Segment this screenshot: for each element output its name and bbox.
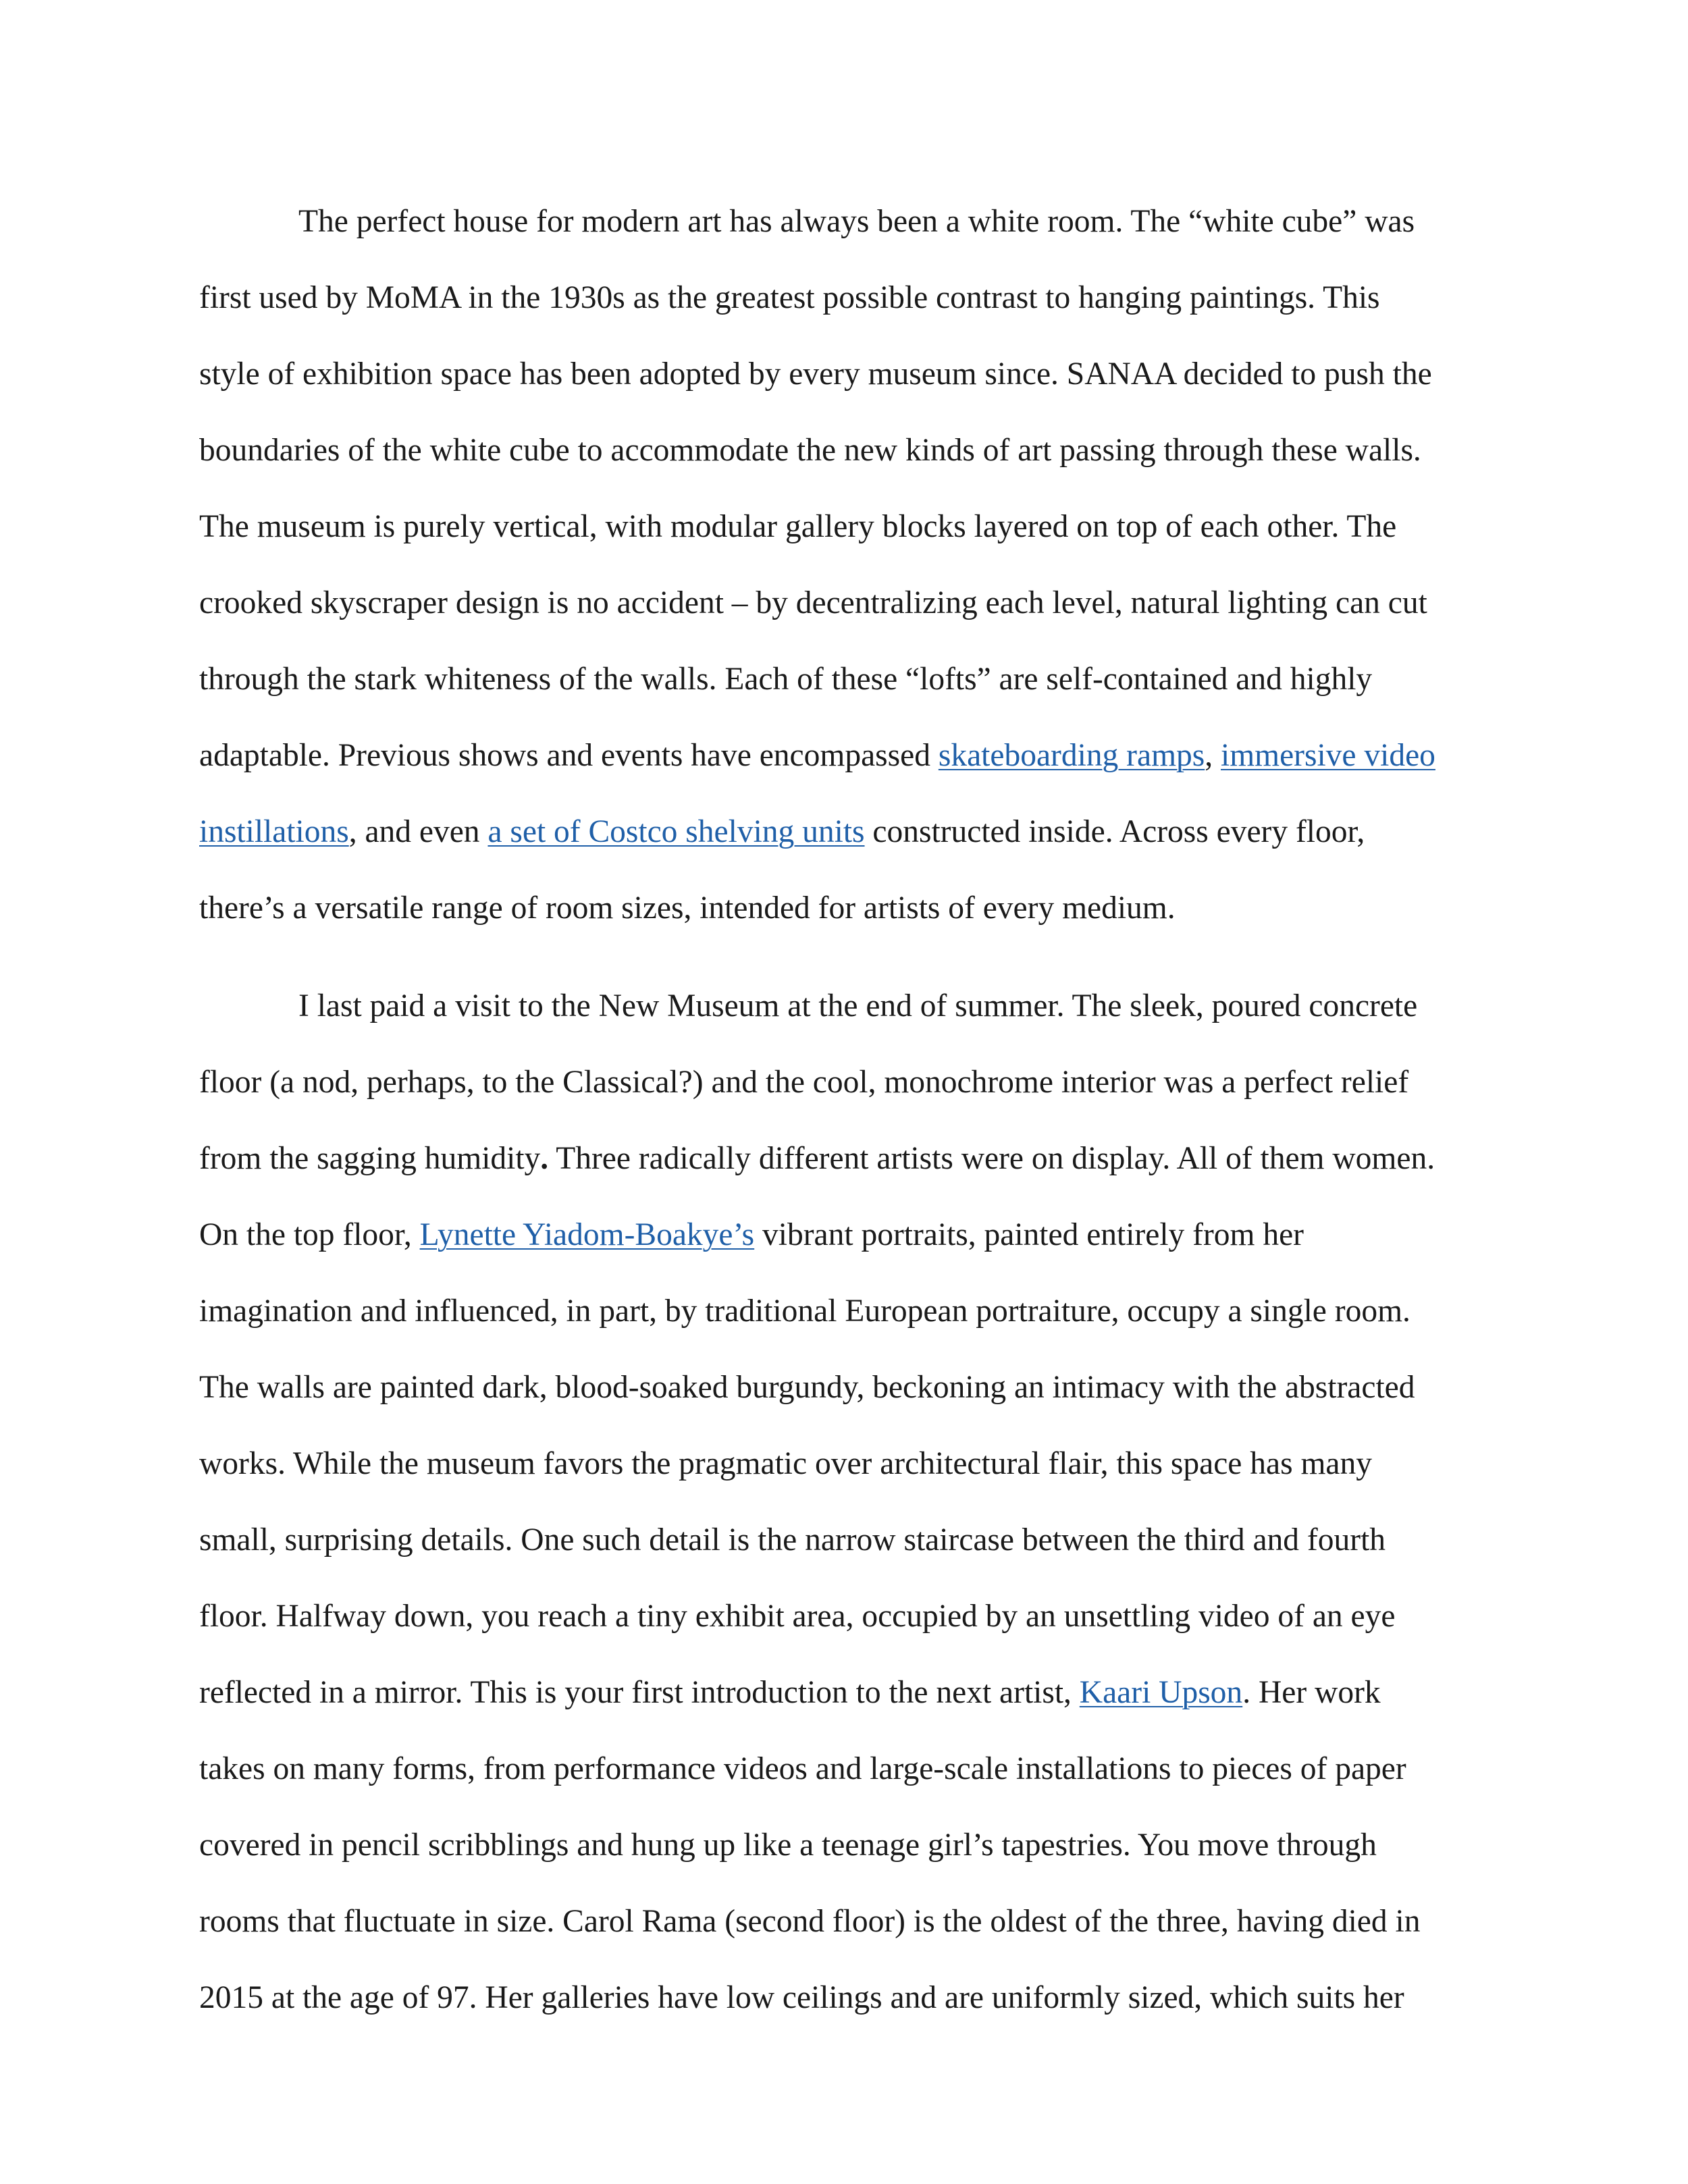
bold-period: . (540, 1141, 549, 1176)
kaari-upson-link[interactable]: Kaari Upson (1079, 1675, 1243, 1710)
paragraph-1-line-2: first used by MoMA in the 1930s as the greatest possible contrast to hanging paintings. This (199, 280, 1380, 315)
paragraph-2-line-1: I last paid a visit to the New Museum at the end of summer. The sleek, poured concrete (298, 988, 1418, 1023)
paragraph-2-line-9: floor. Halfway down, you reach a tiny exhibit area, occupied by an unsettling video of an eye (199, 1599, 1396, 1634)
line-text: from the sagging humidity (199, 1141, 541, 1176)
paragraph-1-line-5: The museum is purely vertical, with modular gallery blocks layered on top of each other. The (199, 509, 1397, 544)
paragraph-2-line-4 (199, 1215, 1304, 1255)
paragraph-2-line-10 (199, 1672, 1381, 1713)
skateboarding-ramps-link[interactable]: skateboarding ramps (938, 738, 1205, 773)
line-text: On the top floor, (199, 1217, 420, 1252)
paragraph-1-line-8 (199, 735, 1435, 776)
paragraph-2-line-3 (199, 1138, 1435, 1179)
immersive-video-instillations-link[interactable]: instillations (199, 814, 349, 849)
paragraph-1-line-3: style of exhibition space has been adopted by every museum since. SANAA decided to push the (199, 356, 1432, 392)
paragraph-1-line-10: there’s a versatile range of room sizes, intended for artists of every medium. (199, 890, 1176, 926)
paragraph-1-line-9 (199, 811, 1365, 852)
line-text: , (1205, 738, 1221, 773)
paragraph-2-line-7: works. While the museum favors the pragmatic over architectural flair, this space has many (199, 1446, 1372, 1481)
paragraph-1-line-7: through the stark whiteness of the walls. Each of these “lofts” are self-contained and highly (199, 662, 1373, 697)
line-text: . Her work (1242, 1675, 1381, 1710)
paragraph-2-line-2: floor (a nod, perhaps, to the Classical?) and the cool, monochrome interior was a perfect relief (199, 1065, 1409, 1100)
paragraph-1-line-4: boundaries of the white cube to accommodate the new kinds of art passing through these walls. (199, 433, 1421, 468)
line-text: adaptable. Previous shows and events have encompassed (199, 738, 939, 773)
line-text: reflected in a mirror. This is your first introduction to the next artist, (199, 1675, 1080, 1710)
line-text: constructed inside. Across every floor, (864, 814, 1365, 849)
paragraph-2-line-8: small, surprising details. One such detail is the narrow staircase between the third and fourth (199, 1522, 1386, 1557)
paragraph-2-line-12: covered in pencil scribblings and hung up like a teenage girl’s tapestries. You move through (199, 1828, 1377, 1863)
line-text: Three radically different artists were on display. All of them women. (548, 1141, 1435, 1176)
lynette-yiadom-boakye-link[interactable]: Lynette Yiadom-Boakye’s (419, 1217, 755, 1252)
paragraph-2-line-14: 2015 at the age of 97. Her galleries have low ceilings and are uniformly sized, which suits her (199, 1980, 1404, 2015)
line-text: , and even (348, 814, 488, 849)
paragraph-2-line-13: rooms that fluctuate in size. Carol Rama (second floor) is the oldest of the three, having died in (199, 1904, 1421, 1939)
line-text: vibrant portraits, painted entirely from her (754, 1217, 1304, 1252)
paragraph-1-line-1: The perfect house for modern art has always been a white room. The “white cube” was (298, 204, 1415, 239)
paragraph-1-line-6: crooked skyscraper design is no accident – by decentralizing each level, natural lighting can cut (199, 585, 1427, 620)
paragraph-2-line-5: imagination and influenced, in part, by traditional European portraiture, occupy a single room. (199, 1294, 1410, 1329)
paragraph-2-line-6: The walls are painted dark, blood-soaked burgundy, beckoning an intimacy with the abstracted (199, 1370, 1415, 1405)
paragraph-2-line-11: takes on many forms, from performance videos and large-scale installations to pieces of paper (199, 1751, 1406, 1786)
costco-shelving-units-link[interactable]: a set of Costco shelving units (487, 814, 865, 849)
immersive-video-link[interactable]: immersive video (1221, 738, 1435, 773)
